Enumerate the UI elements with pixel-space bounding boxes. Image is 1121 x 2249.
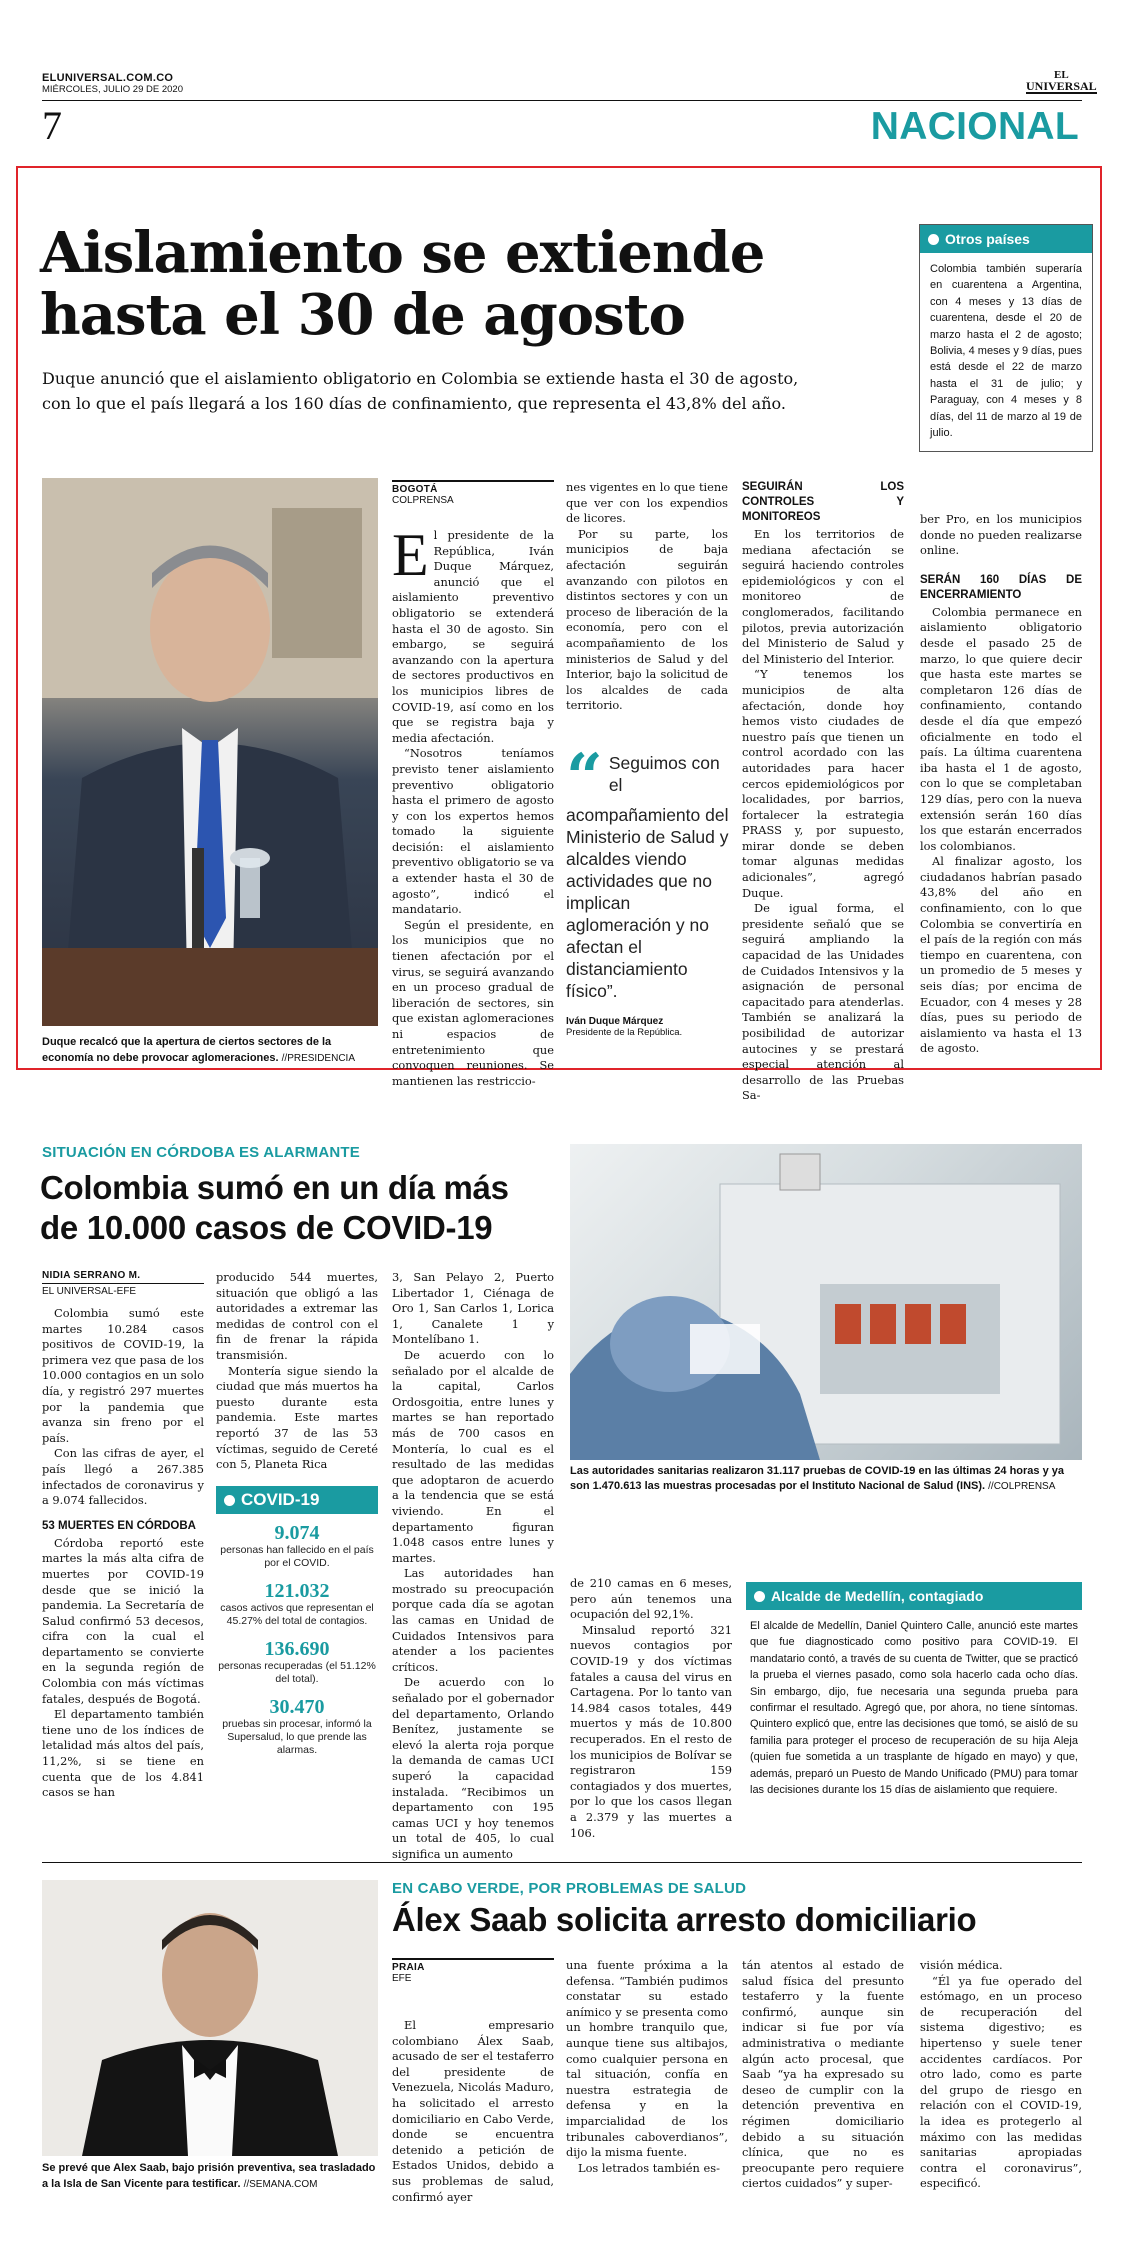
story3-col4-p2: “Él ya fue operado del estómago, en un proceso de recuperación del sistema digestivo; es hipertenso y suele tener accidentes cardíacos. Por otro lado, como es parte del grupo de riesgo en relación con el COVID-19, la idea es protegerlo al máximo con las medidas sanitarias apropiadas contra el coronavirus”, especificó. [920,1973,1082,2191]
story2-col4 [570,1576,732,1841]
section-rule [42,1862,1082,1863]
portrait-illustration [42,478,378,1026]
story3-col3-p1: tán atentos al estado de salud física del presunto testaferro y la fuente confirmó, aunque sin indicar si fue por vía administrativa o mediante algún acto procesal, que Saab “ya ha expresado su deseo de cumplir con la detención preventiva en régimen domiciliario debido a su situación clínica, que no es preocupante pero requiere ciertos cuidados” y super- [742,1958,904,2191]
duque-photo [42,478,378,1026]
medellin-box [746,1582,1082,1798]
story3-photo-caption [42,2160,378,2193]
story2-headline-line2: de 10.000 casos de COVID-19 [40,1209,493,1246]
story3-col1 [392,2018,554,2205]
stat-label: pruebas sin procesar, informó la Supersalud, lo que prende las alarmas. [222,1718,372,1756]
stat-item [216,1638,378,1686]
story1-col4-subhead: SERÁN 160 DÍAS DE ENCERRAMIENTO [920,573,1082,601]
stat-number: 136.690 [264,1638,330,1660]
pull-quote [566,740,730,1038]
story1-deck-line2: con lo que el país llegará a los 160 días de confinamiento, que representa el 43,8% del año. [42,394,786,413]
story1-col2 [566,480,728,714]
story3-byline-city: PRAIA [392,1962,425,1973]
covid-stats-box [216,1486,378,1757]
story1-col3-subhead: SEGUIRÁN LOS CONTROLES Y MONITOREOS [742,481,904,523]
story3-byline [392,1958,554,1984]
sidebar-otros-paises [919,224,1093,452]
bullet-icon [224,1495,235,1506]
story3-col2-p2: Los letrados también es- [578,2160,720,2175]
story2-col4-p1: de 210 camas en 6 meses, pero aún tenemos una ocupación del 92,1%. [570,1576,732,1622]
bullet-icon [754,1591,765,1602]
medellin-title: Alcalde de Medellín, contagiado [771,1588,984,1604]
story1-caption-text: Duque recalcó que la apertura de ciertos sectores de la economía no debe provocar aglomeraciones. [42,1036,332,1064]
sidebar-header [920,225,1092,253]
story2-col1 [42,1306,204,1801]
story3-kicker: EN CABO VERDE, POR PROBLEMAS DE SALUD [392,1880,747,1897]
story1-byline [392,480,554,506]
story3-col4-p1: visión médica. [920,1958,1003,1972]
logo-bottom: UNIVERSAL [1026,79,1097,93]
story1-headline-line1: Aislamiento se extiende [40,220,765,286]
masthead [42,72,1082,95]
story2-byline-name: NIDIA SERRANO M. [42,1270,141,1281]
sidebar-title: Otros países [945,231,1030,247]
logo [1026,70,1097,94]
medellin-box-header [746,1582,1082,1610]
stat-item [216,1522,378,1570]
stat-label: casos activos que representan el 45.27% del total de contagios. [220,1602,374,1627]
story1-headline-line2: hasta el 30 de agosto [40,282,685,348]
story3-col3 [742,1958,904,2192]
story3-caption-text: Se prevé que Alex Saab, bajo prisión preventiva, sea trasladado a la Isla de San Vicente para testificar. [42,2162,376,2190]
story2-col1-subhead: 53 MUERTES EN CÓRDOBA [42,1519,196,1532]
medellin-text: El alcalde de Medellín, Daniel Quintero Calle, anunció este martes que fue diagnosticado como positivo para COVID-19. El mandatario contó, a través de su cuenta de Twitter, que se practicó la prueba el viernes pasado, como sola hacerlo cada ocho días. Sin embargo, dijo, fue necesaria una segunda prueba para confirmar el resultado. Agregó que, por ahora, no tiene síntomas. Quintero explicó que, entre las decisiones que tomó, se aisló de su familia para proteger el proceso de recuperación de su hija Aleja (quien fue sometida a un trasplante de hígado en mayo) y que, además, preparó un Puesto de Mando Unificado (PMU) para tomar las decisiones durante los 15 días de aislamiento que requiere. [750,1620,1078,1797]
story1-col2-p1: nes vigentes en lo que tiene que ver con los expendios de licores. [566,480,728,526]
story3-col2-p1: una fuente próxima a la defensa. “También pudimos constatar su estado anímico y se presenta como un hombre tranquilo que, aunque tiene sus altibajos, como cualquier persona en tal situación, confía en nuestra estrategia de defensa y en la imparcialidad de los tribunales caboverdianos”, dijo la misma fuente. [566,1958,728,2160]
stat-number: 9.074 [274,1522,320,1544]
story1-col4 [920,512,1082,1057]
section-title: NACIONAL [870,105,1079,148]
story1-byline-city: BOGOTÁ [392,484,438,495]
story1-headline [40,222,764,346]
story2-caption-text: Las autoridades sanitarias realizaron 31.117 pruebas de COVID-19 en las últimas 24 horas y ya son 1.470.613 las muestras procesadas por el Instituto Nacional de Salud (INS). [570,1465,1065,1492]
story2-col1-p3: Córdoba reportó este martes la más alta cifra de muertes por COVID-19 desde que se inició la pandemia. La Secretaría de Salud confirmó 53 decesos, cifra con la cual el departamento se convierte en la segunda región de Colombia con más víctimas fatales, después de Bogotá. [42,1535,204,1706]
logo-top: EL [1054,69,1069,81]
story3-headline: Álex Saab solicita arresto domiciliario [392,1901,977,1938]
stat-number: 121.032 [264,1580,330,1602]
quote-text: Seguimos con el acompañamiento del Ministerio de Salud y alcaldes viendo actividades que no implican aglomeración y no afectan el distanciamiento físico”. [566,753,729,1001]
stat-item [216,1696,378,1757]
story1-col1-p1 [392,522,554,746]
story1-photo-caption [42,1034,378,1067]
stat-number: 30.470 [269,1696,325,1718]
header-rule [42,100,1082,101]
story2-headline [40,1168,509,1248]
story1-col3-p2: “Y tenemos los municipios de alta afectación, donde hoy hemos visto ciudades de nuestro país que tienen un control acordado con las autoridades para hacer cercos epidemiológicos por localidades, por barrios, fortalecer la estrategia PRASS y, por supuesto, mirar donde se deben tomar algunas medidas adicionales”, agregó Duque. [742,667,904,900]
bullet-icon [928,234,939,245]
story1-col4-p3: Al finalizar agosto, los ciudadanos habrían pasado 43,8% del año en confinamiento, con lo que Colombia se convertiría en el país de la región con más tiempo en cuarentena, con un promedio de 5 meses y seis días; por encima de Ecuador, con 4 meses y 28 días, pues su periodo de aislamiento va hasta el 13 de agosto. [920,854,1082,1056]
story1-col1 [392,522,554,1089]
sidebar-text: Colombia también superaría en cuarentena a Argentina, con 4 meses y 13 días de cuarentena, desde el 20 de marzo hasta el 2 de agosto; Bolivia, 4 meses y 9 días, pues está desde el 22 de marzo hasta el 31 de julio; y Paraguay, con 4 meses y 8 días, del 11 de marzo al 19 de julio. [930,263,1082,440]
story2-col3-p3: Las autoridades han mostrado su preocupación porque cada día se agotan las camas en Unidad de Cuidados Intensivos para atender a los pacientes críticos. [392,1566,554,1674]
story2-headline-line1: Colombia sumó en un día más [40,1169,509,1206]
story2-byline [42,1270,204,1297]
story2-col2-p2: Montería sigue siendo la ciudad que más muertos ha puesto durante esta pandemia. Este martes reportó 37 de las 53 víctimas, seguido de Cereté con 5, Planeta Rica [216,1363,378,1472]
story2-byline-agency: EL UNIVERSAL-EFE [42,1283,204,1297]
stat-label: personas recuperadas (el 51.12% del total). [218,1660,376,1685]
story2-col2-p1: producido 544 muertes, situación que obligó a las autoridades a extremar las medidas de control con el fin de frenar la rápida transmisión. [216,1270,378,1362]
story2-photo [570,1144,1082,1460]
story3-col1-p1: El empresario colombiano Álex Saab, acusado de ser el testaferro del presidente de Venezuela, Nicolás Maduro, ha solicitado el arresto domiciliario en Cabo Verde, donde se encuentra detenido a petición de Estados Unidos, debido a sus problemas de salud, confirmó ayer [392,2018,554,2204]
story1-col3 [742,480,904,1104]
story2-kicker: SITUACIÓN EN CÓRDOBA ES ALARMANTE [42,1144,360,1161]
story1-col2-p2: Por su parte, los municipios de baja afectación seguirán avanzando con pilotos en distintos sectores y con un proceso de liberación de la economía, pero con el acompañamiento de los ministerios de Salud y del Interior, bajo la solicitud de los alcaldes de cada territorio. [566,526,728,713]
story2-col3-p2: De acuerdo con lo señalado por el alcalde de la capital, Carlos Ordosgoitia, entre lunes y martes se han reportado más de 700 casos en Montería, lo cual es el resultado de las medidas que adoptaron de acuerdo a la tendencia que se está viviendo. En el departamento figuran 1.048 casos entre lunes y martes. [392,1347,554,1565]
story1-deck-line1: Duque anunció que el aislamiento obligatorio en Colombia se extiende hasta el 30 de agosto, [42,369,799,388]
stat-label: personas han fallecido en el país por el COVID. [220,1544,374,1569]
covid-box-title: COVID-19 [241,1490,320,1509]
story2-col3-p4: De acuerdo con lo señalado por el gobernador del departamento, Orlando Benítez, justamente se elevó la alerta roja porque la demanda de camas UCI superó la capacidad instalada. “Recibimos un departamento con 195 camas UCI y hoy tenemos un total de 405, lo cual significa un aumento [392,1675,554,1861]
story1-byline-agency: COLPRENSA [392,495,454,506]
page-number: 7 [42,103,62,148]
site-name[interactable]: ELUNIVERSAL.COM.CO [42,72,174,84]
stat-item [216,1580,378,1628]
story1-col3-p1: En los territorios de mediana afectación se seguirá haciendo controles epidemiológicos y con el monitoreo de conglomerados, facilitando pilotos, previa autorización del Ministerio de Salud y del Ministerio del Interior. [742,527,904,666]
story2-col3-p1: 3, San Pelayo 2, Puerto Libertador 1, Ciénaga de Oro 1, San Carlos 1, Lorica 1, Canalete 1 y Montelíbano 1. [392,1270,554,1347]
lab-illustration [570,1144,1082,1460]
story3-col2 [566,1958,728,2176]
story3-byline-agency: EFE [392,1973,412,1984]
issue-date: MIÉRCOLES, JULIO 29 DE 2020 [42,84,183,95]
saab-photo [42,1880,378,2156]
story2-col4-p2: Minsalud reportó 321 nuevos contagios por COVID-19 y dos víctimas fatales a causa del virus en Cartagena. Por lo tanto van 14.984 casos totales, 449 muertos y más de 10.800 recuperados. En el resto de los municipios de Bolívar se registraron 159 contagiados y dos muertes, por lo que los casos llegan a 2.379 y las muertes a 106. [570,1622,732,1840]
story2-col1-p2: Con las cifras de ayer, el país llegó a 267.385 infectados de coronavirus y a 9.074 fallecidos. [42,1446,204,1508]
story2-col3 [392,1270,554,1863]
covid-box-header [216,1486,378,1514]
story2-col1-p1: Colombia sumó este martes 10.284 casos positivos de COVID-19, la primera vez que pasa de los 10.000 contagios en un solo día, y registró 297 muertes por la pandemia que avanza sin freno por el país. [42,1306,204,1445]
quote-author: Iván Duque Márquez [566,1016,664,1027]
story2-col2 [216,1270,378,1473]
story1-col1-p2: “Nosotros teníamos previsto tener aislamiento preventivo obligatorio hasta el primero de agosto y con los expertos hemos tomado la siguiente decisión: el aislamiento preventivo obligatorio se va a extender hasta el 30 de agosto”, indicó el mandatario. [392,746,554,917]
story1-col4-p1: ber Pro, en los municipios donde no pueden realizarse online. [920,512,1082,558]
quote-role: Presidente de la República. [566,1027,683,1038]
quote-mark-icon: “ [566,740,603,815]
story2-photo-caption [570,1464,1082,1494]
story1-col3-p3: De igual forma, el presidente señaló que se seguirá ampliando la capacidad de las Unidades de Cuidados Intensivos y la asignación de personal capacitado para atenderlas. También se analizará la posibilidad de autorizar autocines y se prestará especial atención al desarrollo de las Pruebas Sa- [742,901,904,1103]
story2-col1-p4: El departamento también tiene uno de los índices de letalidad más altos del país, 11,2%, si se tiene en cuenta que de los 4.841 casos se han [42,1707,204,1800]
story1-deck [42,366,798,416]
story1-col1-p3: Según el presidente, en los municipios que no tienen afectación por el virus, se seguirá avanzando en un proceso gradual de liberación de sectores, sin que existan aglomeraciones ni espacios de entretenimiento que convoquen reuniones. Se mantienen las restriccio- [392,917,554,1088]
story1-col1-p1-text: l presidente de la República, Iván Duque Márquez, anunció que el aislamiento preventivo obligatorio se extenderá hasta el 30 de agosto. Sin embargo, se seguirá avanzando con la apertura de sectores productivos en los municipios libres de COVID-19, así como en los que se registra baja y media afectación. [392,528,554,745]
story1-caption-credit: //PRESIDENCIA [281,1053,355,1064]
story1-col4-p2: Colombia permanece en aislamiento obligatorio desde el pasado 25 de marzo, lo que quiere decir que hasta este martes se completaron 126 días de confinamiento, contando desde el día que empezó oficialmente en todo el país. La última cuarentena iba hasta el 1 de agosto, con lo que se completaban 129 días, pero con la nueva extensión serán 160 días los que estarán encerrados los colombianos. [920,604,1082,853]
story3-caption-credit: //SEMANA.COM [243,2179,318,2190]
dropcap: E [392,522,429,588]
saab-illustration [42,1880,378,2156]
story2-caption-credit: //COLPRENSA [988,1481,1056,1492]
story3-col4 [920,1958,1082,2192]
